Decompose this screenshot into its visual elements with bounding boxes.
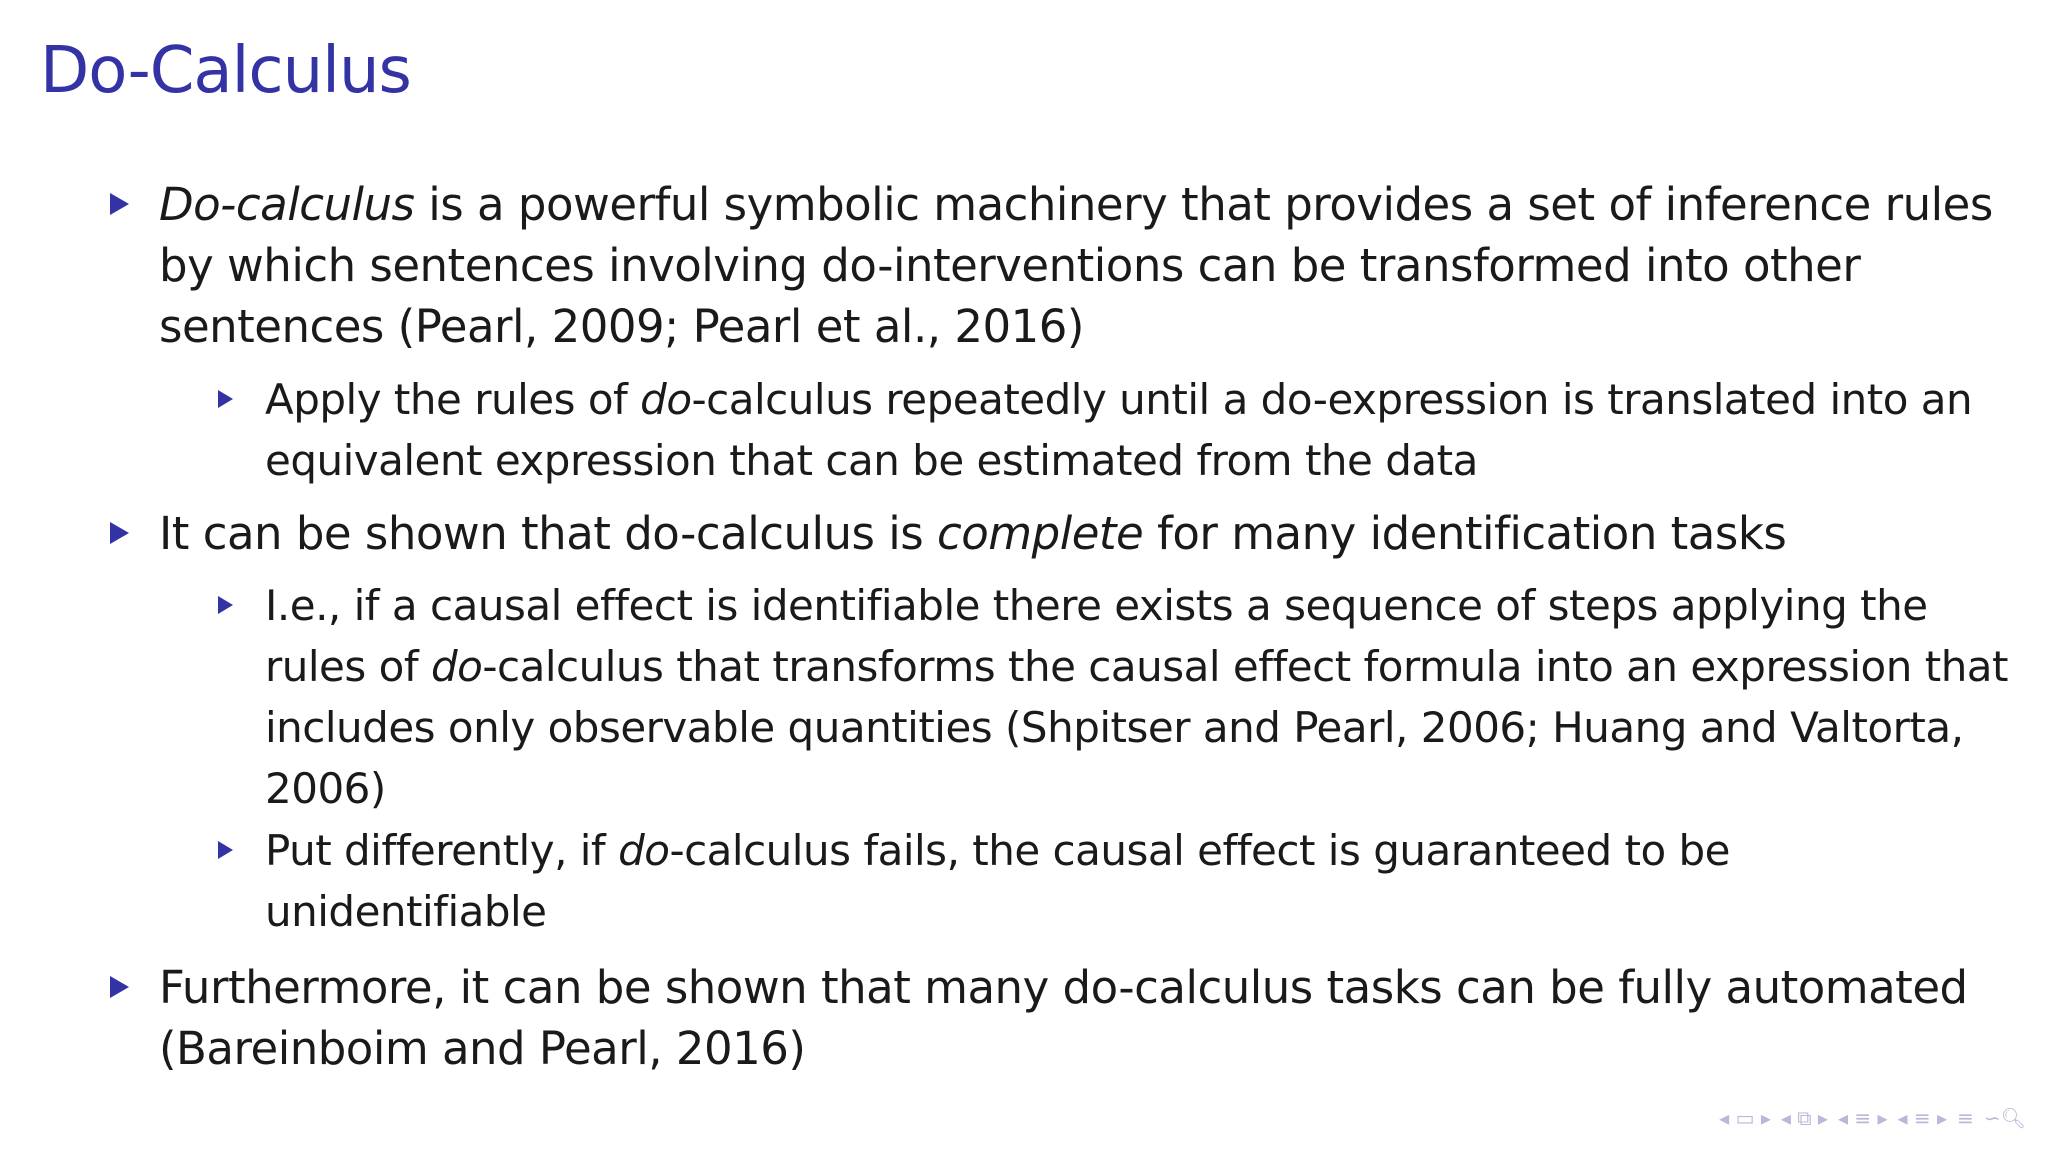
bullet-line xyxy=(265,369,2015,430)
bullet-item-automated xyxy=(159,957,2009,1079)
nav-section-icon[interactable]: ◂ ≡ ▸ xyxy=(1837,1106,1888,1130)
bullet-marker-icon xyxy=(110,193,129,215)
bullet-text: is a powerful symbolic machinery that provides a set of inference rules xyxy=(414,178,1993,231)
bullet-line: (Bareinboim and Pearl, 2016) xyxy=(159,1022,806,1075)
bullet-line xyxy=(159,174,2009,235)
sub-bullet-item-fails xyxy=(265,820,2015,942)
bullet-item-complete xyxy=(159,503,2009,564)
bullet-text: Put differently, if xyxy=(265,826,619,875)
nav-align-icon[interactable]: ≡ xyxy=(1957,1106,1974,1130)
bullet-line: unidentifiable xyxy=(265,887,547,936)
nav-subsection-icon[interactable]: ◂ ⧉ ▸ xyxy=(1780,1106,1828,1130)
bullet-line: Furthermore, it can be shown that many do-calculus tasks can be fully automated xyxy=(159,961,1968,1014)
bullet-text: -calculus repeatedly until a do-expression is translated into an xyxy=(691,375,1973,424)
bullet-line xyxy=(265,820,2015,881)
bullet-text: -calculus fails, the causal effect is guaranteed to be xyxy=(669,826,1731,875)
sub-bullet-marker-icon xyxy=(218,390,233,408)
bullet-text: -calculus that transforms the causal effect formula into an expression that xyxy=(482,642,2009,691)
bullet-line xyxy=(265,636,2015,697)
bullet-line: I.e., if a causal effect is identifiable there exists a sequence of steps applying the xyxy=(265,581,1928,630)
sub-bullet-item-apply-rules xyxy=(265,369,2015,491)
beamer-navigation xyxy=(1719,1106,2026,1130)
sub-bullet-marker-icon xyxy=(218,596,233,614)
sub-bullet-item-identifiable xyxy=(265,575,2015,819)
emphasis-text: do xyxy=(430,642,483,691)
bullet-text: It can be shown that do-calculus is xyxy=(159,507,938,560)
nav-frame-icon[interactable]: ◂ ▭ ▸ xyxy=(1719,1106,1771,1130)
sub-bullet-marker-icon xyxy=(218,841,233,859)
bullet-line: 2006) xyxy=(265,764,386,813)
emphasis-text: do xyxy=(618,826,670,875)
bullet-marker-icon xyxy=(110,976,129,998)
bullet-text: rules of xyxy=(265,642,431,691)
bullet-item-do-calculus xyxy=(159,174,2009,357)
emphasis-text: complete xyxy=(937,507,1144,560)
bullet-text: Apply the rules of xyxy=(265,375,641,424)
emphasis-text: do xyxy=(640,375,692,424)
bullet-line xyxy=(159,503,2009,564)
emphasis-text: Do-calculus xyxy=(159,178,415,231)
bullet-line: equivalent expression that can be estimated from the data xyxy=(265,436,1478,485)
nav-search-icon[interactable]: ∽🔍︎ xyxy=(1983,1106,2026,1130)
bullet-line: includes only observable quantities (Shpitser and Pearl, 2006; Huang and Valtorta, xyxy=(265,703,1964,752)
bullet-marker-icon xyxy=(110,522,129,544)
bullet-line: sentences (Pearl, 2009; Pearl et al., 2016) xyxy=(159,300,1084,353)
slide-title: Do-Calculus xyxy=(40,34,411,108)
bullet-line: by which sentences involving do-interventions can be transformed into other xyxy=(159,239,1861,292)
bullet-text: for many identification tasks xyxy=(1143,507,1787,560)
nav-section-icon[interactable]: ◂ ≡ ▸ xyxy=(1897,1106,1948,1130)
